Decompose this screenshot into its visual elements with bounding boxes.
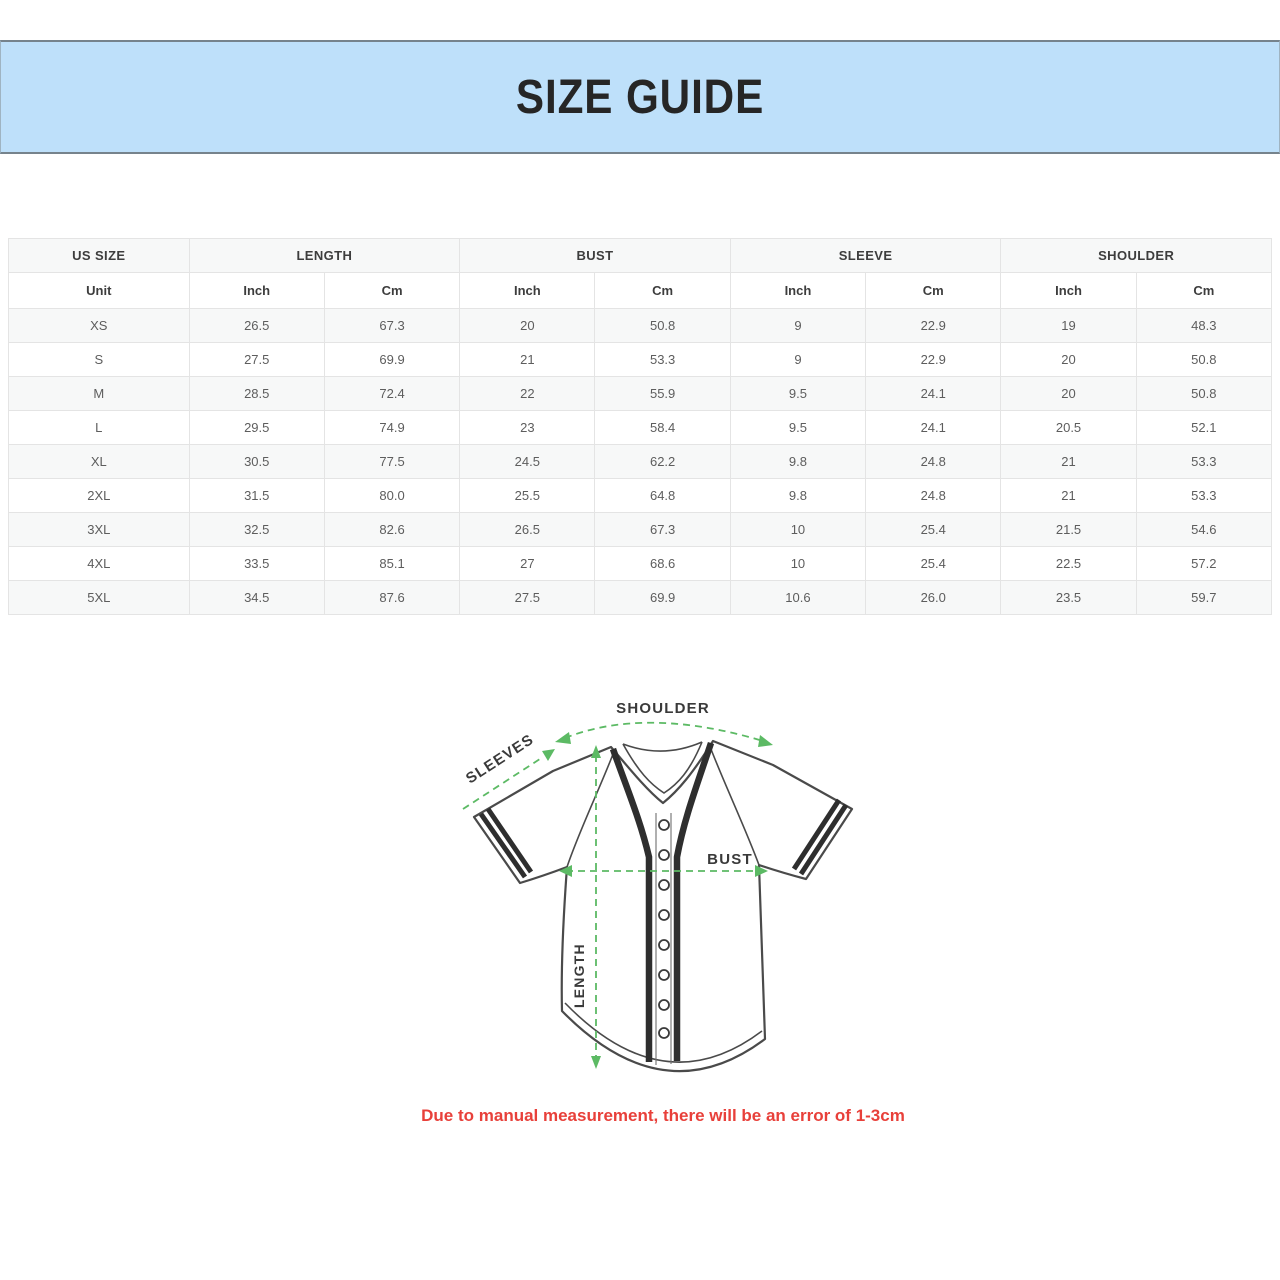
size-cell: 5XL bbox=[9, 581, 190, 615]
size-table bbox=[8, 238, 1272, 615]
col-header-shoulder: SHOULDER bbox=[1001, 239, 1272, 273]
value-cell: 50.8 bbox=[1136, 377, 1271, 411]
value-cell: 24.8 bbox=[866, 445, 1001, 479]
size-cell: 3XL bbox=[9, 513, 190, 547]
jersey-measurement-diagram bbox=[443, 681, 888, 1159]
value-cell: 68.6 bbox=[595, 547, 730, 581]
value-cell: 48.3 bbox=[1136, 309, 1271, 343]
value-cell: 21 bbox=[1001, 479, 1136, 513]
value-cell: 26.0 bbox=[866, 581, 1001, 615]
value-cell: 20.5 bbox=[1001, 411, 1136, 445]
unit-header: Unit bbox=[9, 273, 190, 309]
jersey-body-outline bbox=[474, 741, 852, 1071]
value-cell: 20 bbox=[1001, 377, 1136, 411]
unit-header: Cm bbox=[1136, 273, 1271, 309]
size-table-body bbox=[9, 309, 1272, 615]
collar-back-neck-line bbox=[623, 742, 702, 751]
value-cell: 24.1 bbox=[866, 377, 1001, 411]
value-cell: 27.5 bbox=[189, 343, 324, 377]
length-label: LENGTH bbox=[571, 943, 587, 1008]
table-row bbox=[9, 411, 1272, 445]
unit-header: Inch bbox=[730, 273, 865, 309]
value-cell: 27.5 bbox=[460, 581, 595, 615]
value-cell: 30.5 bbox=[189, 445, 324, 479]
value-cell: 87.6 bbox=[324, 581, 459, 615]
value-cell: 53.3 bbox=[595, 343, 730, 377]
value-cell: 24.5 bbox=[460, 445, 595, 479]
unit-header: Inch bbox=[189, 273, 324, 309]
value-cell: 21 bbox=[1001, 445, 1136, 479]
col-header-length: LENGTH bbox=[189, 239, 460, 273]
size-cell: M bbox=[9, 377, 190, 411]
value-cell: 9.5 bbox=[730, 377, 865, 411]
value-cell: 25.5 bbox=[460, 479, 595, 513]
value-cell: 85.1 bbox=[324, 547, 459, 581]
measurement-error-note: Due to manual measurement, there will be an error of 1-3cm bbox=[421, 1106, 905, 1125]
value-cell: 9 bbox=[730, 309, 865, 343]
value-cell: 55.9 bbox=[595, 377, 730, 411]
unit-header: Inch bbox=[460, 273, 595, 309]
value-cell: 27 bbox=[460, 547, 595, 581]
table-group-header-row bbox=[9, 239, 1272, 273]
value-cell: 52.1 bbox=[1136, 411, 1271, 445]
value-cell: 53.3 bbox=[1136, 445, 1271, 479]
value-cell: 22.9 bbox=[866, 343, 1001, 377]
col-header-us-size: US SIZE bbox=[9, 239, 190, 273]
value-cell: 64.8 bbox=[595, 479, 730, 513]
value-cell: 77.5 bbox=[324, 445, 459, 479]
value-cell: 74.9 bbox=[324, 411, 459, 445]
value-cell: 50.8 bbox=[595, 309, 730, 343]
table-row bbox=[9, 513, 1272, 547]
size-cell: 4XL bbox=[9, 547, 190, 581]
unit-header: Inch bbox=[1001, 273, 1136, 309]
value-cell: 57.2 bbox=[1136, 547, 1271, 581]
value-cell: 23.5 bbox=[1001, 581, 1136, 615]
size-cell: XS bbox=[9, 309, 190, 343]
value-cell: 9.5 bbox=[730, 411, 865, 445]
table-unit-header-row bbox=[9, 273, 1272, 309]
unit-header: Cm bbox=[866, 273, 1001, 309]
value-cell: 26.5 bbox=[460, 513, 595, 547]
size-cell: XL bbox=[9, 445, 190, 479]
value-cell: 62.2 bbox=[595, 445, 730, 479]
value-cell: 10 bbox=[730, 513, 865, 547]
value-cell: 80.0 bbox=[324, 479, 459, 513]
arrowhead-icon bbox=[591, 1056, 601, 1069]
value-cell: 21.5 bbox=[1001, 513, 1136, 547]
value-cell: 24.8 bbox=[866, 479, 1001, 513]
value-cell: 22.5 bbox=[1001, 547, 1136, 581]
value-cell: 9.8 bbox=[730, 479, 865, 513]
jersey-drawing bbox=[474, 741, 852, 1071]
shoulder-measure-line bbox=[565, 723, 763, 741]
table-row bbox=[9, 547, 1272, 581]
value-cell: 29.5 bbox=[189, 411, 324, 445]
value-cell: 72.4 bbox=[324, 377, 459, 411]
value-cell: 9.8 bbox=[730, 445, 865, 479]
col-header-sleeve: SLEEVE bbox=[730, 239, 1001, 273]
value-cell: 28.5 bbox=[189, 377, 324, 411]
value-cell: 9 bbox=[730, 343, 865, 377]
size-cell: S bbox=[9, 343, 190, 377]
table-row bbox=[9, 479, 1272, 513]
value-cell: 54.6 bbox=[1136, 513, 1271, 547]
unit-header: Cm bbox=[595, 273, 730, 309]
value-cell: 22 bbox=[460, 377, 595, 411]
value-cell: 24.1 bbox=[866, 411, 1001, 445]
value-cell: 33.5 bbox=[189, 547, 324, 581]
value-cell: 50.8 bbox=[1136, 343, 1271, 377]
value-cell: 67.3 bbox=[595, 513, 730, 547]
size-cell: 2XL bbox=[9, 479, 190, 513]
sleeves-label: SLEEVES bbox=[462, 730, 538, 788]
page-title: SIZE GUIDE bbox=[515, 70, 765, 124]
table-row bbox=[9, 377, 1272, 411]
table-row bbox=[9, 343, 1272, 377]
value-cell: 20 bbox=[1001, 343, 1136, 377]
arrowhead-icon bbox=[758, 735, 773, 747]
value-cell: 59.7 bbox=[1136, 581, 1271, 615]
arrowhead-icon bbox=[542, 749, 555, 761]
value-cell: 21 bbox=[460, 343, 595, 377]
shoulder-label: SHOULDER bbox=[616, 700, 710, 717]
value-cell: 10 bbox=[730, 547, 865, 581]
value-cell: 67.3 bbox=[324, 309, 459, 343]
bust-label: BUST bbox=[707, 851, 753, 868]
col-header-bust: BUST bbox=[460, 239, 731, 273]
value-cell: 82.6 bbox=[324, 513, 459, 547]
unit-header: Cm bbox=[324, 273, 459, 309]
value-cell: 31.5 bbox=[189, 479, 324, 513]
value-cell: 53.3 bbox=[1136, 479, 1271, 513]
value-cell: 10.6 bbox=[730, 581, 865, 615]
value-cell: 26.5 bbox=[189, 309, 324, 343]
size-cell: L bbox=[9, 411, 190, 445]
table-row bbox=[9, 445, 1272, 479]
value-cell: 69.9 bbox=[595, 581, 730, 615]
size-guide-banner bbox=[0, 40, 1280, 154]
value-cell: 20 bbox=[460, 309, 595, 343]
table-row bbox=[9, 309, 1272, 343]
value-cell: 34.5 bbox=[189, 581, 324, 615]
table-row bbox=[9, 581, 1272, 615]
value-cell: 22.9 bbox=[866, 309, 1001, 343]
value-cell: 69.9 bbox=[324, 343, 459, 377]
value-cell: 32.5 bbox=[189, 513, 324, 547]
value-cell: 58.4 bbox=[595, 411, 730, 445]
value-cell: 19 bbox=[1001, 309, 1136, 343]
value-cell: 25.4 bbox=[866, 547, 1001, 581]
value-cell: 25.4 bbox=[866, 513, 1001, 547]
value-cell: 23 bbox=[460, 411, 595, 445]
arrowhead-icon bbox=[555, 732, 571, 744]
